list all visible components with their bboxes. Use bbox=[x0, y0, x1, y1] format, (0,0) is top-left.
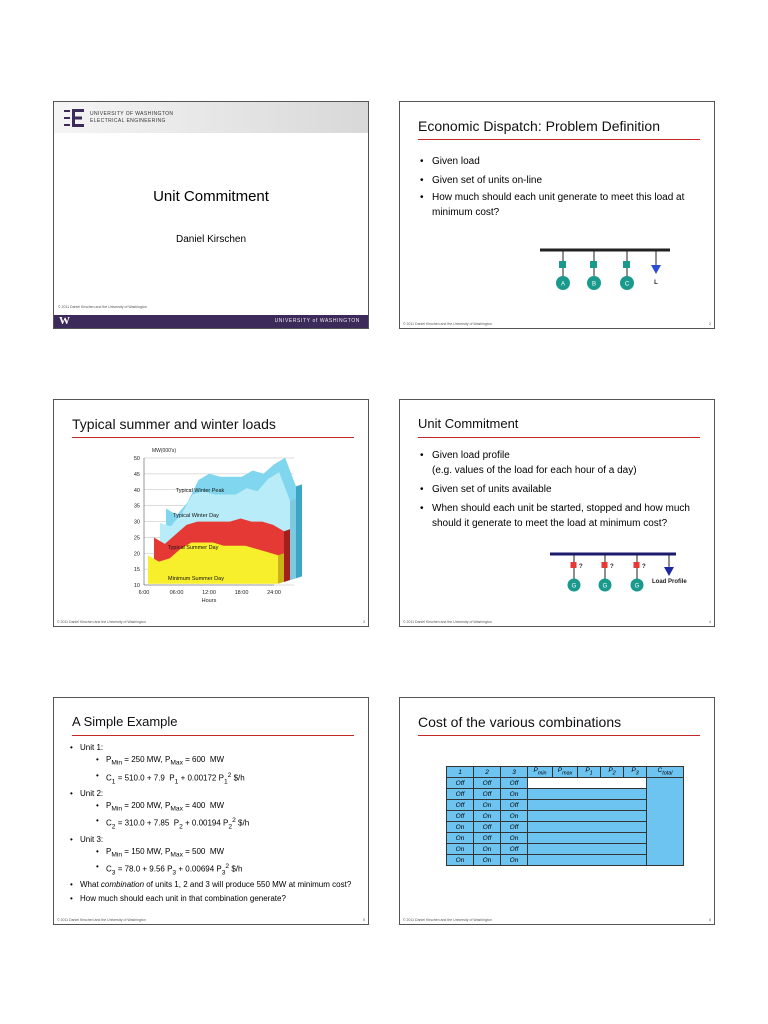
load-label: L bbox=[654, 280, 658, 286]
gen-label: G bbox=[602, 583, 608, 590]
question-mark: ? bbox=[610, 564, 614, 570]
series-side bbox=[296, 484, 302, 578]
unit-3-limits: • $P_{Min} = 150$ MW, $P_{Max} = 500$ MW bbox=[96, 846, 225, 859]
breaker-icon bbox=[602, 562, 608, 568]
footer: © 2011 Daniel Kirschen and the University of Washington bbox=[403, 620, 492, 624]
breaker-icon bbox=[590, 261, 597, 268]
copyright: © 2011 Daniel Kirschen and the University of Washington bbox=[58, 305, 147, 309]
unit-3-cost: • $C_3 = 78.0 + 9.56$ $P_3 + 0.00694$ $P_3^2$ $/h bbox=[96, 862, 243, 877]
y-tick-label: 30 bbox=[133, 519, 140, 526]
title-rule bbox=[418, 139, 700, 140]
footer: © 2011 Daniel Kirschen and the University of Washington bbox=[403, 322, 492, 326]
load-chart bbox=[114, 442, 314, 607]
gen-label: A bbox=[560, 281, 566, 288]
series-side bbox=[278, 553, 284, 584]
load-profile-label: Load Profile bbox=[652, 579, 687, 585]
slide-4-title: Unit Commitment bbox=[418, 416, 519, 431]
table-row: Off On On bbox=[447, 811, 684, 822]
bullet: • Given set of units available bbox=[420, 482, 706, 497]
unit-1-cost: • $C_1 = 510.0 + 7.9$ $P_1 + 0.00172$ $P_1^2$ $/h bbox=[96, 770, 245, 785]
example-body bbox=[70, 742, 362, 905]
uw-ee-logo-icon bbox=[64, 109, 84, 127]
bullet: • How much should each unit generate to meet this load at minimum cost? bbox=[420, 190, 705, 220]
combination-table bbox=[446, 766, 684, 866]
y-tick-label: 10 bbox=[133, 583, 140, 589]
footer: © 2011 Daniel Kirschen and the University of Washington bbox=[403, 918, 492, 922]
y-tick-label: 50 bbox=[133, 456, 140, 462]
slide-6-title: Cost of the various combinations bbox=[418, 714, 622, 730]
slide-5-title: A Simple Example bbox=[72, 714, 178, 729]
series-label: Minimum Summer Day bbox=[168, 576, 224, 582]
table-row: On On On bbox=[447, 855, 684, 866]
footer-bar bbox=[54, 315, 368, 328]
breaker-icon bbox=[559, 261, 566, 268]
y-tick-label: 20 bbox=[133, 551, 140, 558]
page-number: 2 bbox=[709, 322, 711, 326]
footer: © 2011 Daniel Kirschen and the University of Washington bbox=[57, 620, 146, 624]
author: Daniel Kirschen bbox=[175, 234, 247, 245]
unit-1: • Unit 1: bbox=[70, 743, 104, 752]
y-tick-label: 25 bbox=[133, 535, 140, 542]
unit-2-limits: • $P_{Min} = 200$ MW, $P_{Max} = 400$ MW bbox=[96, 800, 225, 813]
x-tick-label: 24:00 bbox=[267, 590, 281, 596]
table-row: Off On Off bbox=[447, 800, 684, 811]
gen-label: G bbox=[571, 583, 577, 590]
gen-label: B bbox=[591, 281, 597, 288]
y-tick-label: 15 bbox=[133, 567, 140, 574]
title-rule bbox=[72, 437, 354, 438]
question-mark: ? bbox=[642, 564, 646, 570]
title-rule bbox=[418, 735, 700, 736]
question-2: • How much should each unit in that combination generate? bbox=[70, 893, 286, 903]
series-side bbox=[284, 529, 290, 582]
slide-economic-dispatch bbox=[399, 101, 715, 329]
slide-2-title: Economic Dispatch: Problem Definition bbox=[418, 118, 660, 134]
table-row: On On Off bbox=[447, 844, 684, 855]
header-cell: $P_{min}$ bbox=[528, 767, 553, 778]
table-row: Off Off On bbox=[447, 789, 684, 800]
series-label: Typical Summer Day bbox=[167, 545, 219, 551]
bullet-list bbox=[420, 152, 705, 220]
header-cell: $P_2$ bbox=[601, 767, 624, 778]
page-number: 3 bbox=[363, 620, 365, 624]
slide-typical-loads bbox=[53, 399, 369, 627]
slide-unit-commitment bbox=[399, 399, 715, 627]
x-tick-label: 06:00 bbox=[169, 590, 184, 596]
question-1: • What combination of units 1, 2 and 3 will produce 550 MW at minimum cost? bbox=[70, 879, 352, 889]
x-tick-label: 18:00 bbox=[234, 590, 249, 596]
x-tick-label: 6:00 bbox=[138, 590, 150, 596]
footer: © 2011 Daniel Kirschen and the University of Washington bbox=[57, 918, 146, 922]
dispatch-diagram bbox=[530, 244, 680, 294]
bullet: • Given set of units on-line bbox=[420, 171, 705, 190]
breaker-icon bbox=[571, 562, 577, 568]
bullet: • Given load bbox=[420, 152, 705, 171]
header-cell: $C_{total}$ bbox=[647, 767, 684, 778]
slide-1-title: Unit Commitment bbox=[153, 188, 269, 205]
load-arrow-icon bbox=[664, 567, 674, 576]
uw-bar-name: UNIVERSITY of WASHINGTON bbox=[274, 318, 360, 324]
unit-2: • Unit 2: bbox=[70, 788, 104, 798]
y-tick-label: 45 bbox=[133, 471, 140, 478]
unit-2-cost: • $C_2 = 310.0 + 7.85$ $P_2 + 0.00194$ $P_2^2$ $/h bbox=[96, 816, 250, 831]
slide-simple-example bbox=[53, 697, 369, 925]
title-rule bbox=[72, 735, 354, 736]
x-axis-label: Hours bbox=[201, 598, 217, 604]
header-cell: $P_1$ bbox=[578, 767, 601, 778]
breaker-icon bbox=[623, 261, 630, 268]
uw-name: UNIVERSITY OF WASHINGTON ELECTRICAL ENGINEERING bbox=[90, 111, 174, 124]
load-arrow-icon bbox=[651, 265, 661, 274]
unit-1-limits: • $P_{Min} = 250$ MW, $P_{Max} = 600$ MW bbox=[96, 755, 225, 767]
slide-3-title: Typical summer and winter loads bbox=[72, 416, 276, 432]
header-cell: 1 bbox=[447, 767, 474, 778]
page-number: 6 bbox=[709, 918, 711, 922]
series-label: Typical Winter Peak bbox=[175, 488, 225, 494]
uc-diagram bbox=[546, 550, 706, 595]
title-rule bbox=[418, 437, 700, 438]
gen-label: C bbox=[624, 281, 630, 288]
bullet-list bbox=[420, 448, 706, 531]
slide-title bbox=[53, 101, 369, 329]
series-side bbox=[290, 499, 296, 580]
unit-3: • Unit 3: bbox=[70, 834, 104, 844]
breaker-icon bbox=[634, 562, 640, 568]
bullet: • Given load profile (e.g. values of the load for each hour of a day) bbox=[420, 448, 706, 478]
question-mark: ? bbox=[579, 564, 583, 570]
table-row: On Off Off bbox=[447, 822, 684, 833]
page-number: 4 bbox=[709, 620, 711, 624]
bullet: • When should each unit be started, stopped and how much should it generate to meet the load at minimum cost? bbox=[420, 501, 706, 531]
x-tick-label: 12:00 bbox=[202, 590, 216, 596]
series-label: Typical Winter Day bbox=[173, 513, 219, 519]
gen-label: G bbox=[634, 583, 640, 590]
table-header-row bbox=[447, 767, 684, 778]
table-row: Off Off Off bbox=[447, 778, 684, 789]
header-cell: $P_{max}$ bbox=[553, 767, 578, 778]
header-cell: $P_3$ bbox=[624, 767, 647, 778]
y-tick-label: 35 bbox=[133, 503, 140, 510]
uw-w-logo: W bbox=[59, 315, 70, 327]
y-tick-label: 40 bbox=[133, 487, 140, 494]
slide-combinations bbox=[399, 697, 715, 925]
y-axis-label: MW(000's) bbox=[152, 448, 177, 454]
table-row: On Off On bbox=[447, 833, 684, 844]
header-cell: 3 bbox=[501, 767, 528, 778]
page-number: 5 bbox=[363, 918, 365, 922]
header-cell: 2 bbox=[474, 767, 501, 778]
